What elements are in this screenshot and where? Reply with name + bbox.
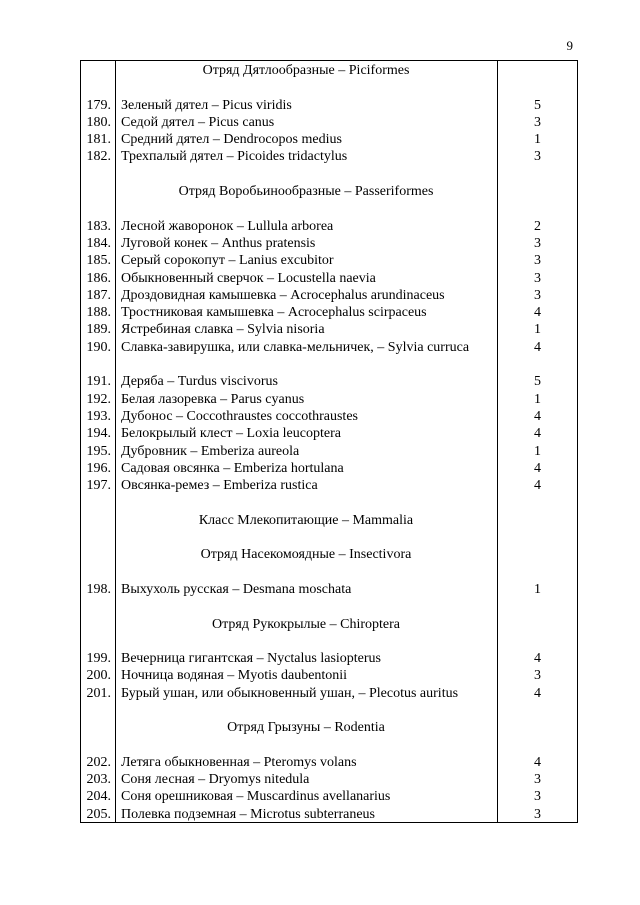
- row-number: 192.: [86, 391, 111, 407]
- species-name: Трехпалый дятел – Picoides tridactylus: [121, 149, 348, 165]
- status-category: 4: [534, 305, 541, 321]
- row-number: 200.: [86, 668, 111, 684]
- table-row: [80, 788, 578, 805]
- species-name: Тростниковая камышевка – Acrocephalus scirpaceus: [121, 305, 427, 321]
- row-number: 198.: [86, 581, 111, 597]
- species-name: Садовая овсянка – Emberiza hortulana: [121, 460, 344, 476]
- table-row: [80, 97, 578, 114]
- table-row: [80, 425, 578, 442]
- status-category: 4: [534, 754, 541, 770]
- row-number: 190.: [86, 339, 111, 355]
- species-name: Серый сорокопут – Lanius excubitor: [121, 253, 334, 269]
- status-category: 2: [534, 218, 541, 234]
- species-name: Ястребиная славка – Sylvia nisoria: [121, 322, 325, 338]
- table-row: [80, 270, 578, 287]
- row-number: 199.: [86, 651, 111, 667]
- status-category: 1: [534, 322, 541, 338]
- row-number: 194.: [86, 426, 111, 442]
- species-name: Дроздовидная камышевка – Acrocephalus arundinaceus: [121, 287, 445, 303]
- table-row: [80, 114, 578, 131]
- species-name: Белая лазоревка – Parus cyanus: [121, 391, 305, 407]
- species-name: Седой дятел – Picus canus: [121, 114, 275, 130]
- species-name: Средний дятел – Dendrocopos medius: [121, 132, 342, 148]
- row-number: 196.: [86, 460, 111, 476]
- species-name: Соня лесная – Dryomys nitedula: [121, 772, 310, 788]
- row-number: 205.: [86, 806, 111, 822]
- status-category: 3: [534, 287, 541, 303]
- species-name: Белокрылый клест – Loxia leucoptera: [121, 426, 341, 442]
- order-heading: Отряд Грызуны – Rodentia: [227, 720, 385, 736]
- order-heading: Отряд Дятлообразные – Piciformes: [202, 63, 410, 78]
- table-row: [80, 477, 578, 494]
- row-number: 193.: [86, 408, 111, 424]
- row-number: 185.: [86, 253, 111, 269]
- table-row: [80, 304, 578, 321]
- status-category: 3: [534, 253, 541, 269]
- table-row: [80, 581, 578, 598]
- row-number: 180.: [86, 114, 111, 130]
- species-name: Выхухоль русская – Desmana moschata: [121, 581, 352, 597]
- row-number: 197.: [86, 478, 111, 494]
- table-row: [80, 460, 578, 477]
- row-number: 183.: [86, 218, 111, 234]
- status-category: 1: [534, 443, 541, 459]
- table-row: [80, 754, 578, 771]
- page-number: 9: [566, 38, 573, 53]
- species-name: Лесной жаворонок – Lullula arborea: [121, 218, 334, 234]
- species-name: Бурый ушан, или обыкновенный ушан, – Plecotus auritus: [121, 685, 459, 701]
- table-row: [80, 287, 578, 304]
- table-row: [80, 391, 578, 408]
- species-name: Летяга обыкновенная – Pteromys volans: [121, 754, 357, 770]
- table-row: [80, 806, 578, 823]
- status-category: 3: [534, 114, 541, 130]
- status-category: 4: [534, 339, 541, 355]
- table-row: [80, 771, 578, 788]
- status-category: 4: [534, 408, 541, 424]
- row-number: 186.: [86, 270, 111, 286]
- status-category: 3: [534, 235, 541, 251]
- species-name: Зеленый дятел – Picus viridis: [121, 97, 292, 113]
- table-row: [80, 218, 578, 235]
- row-number: 181.: [86, 132, 111, 148]
- status-category: 1: [534, 581, 541, 597]
- species-name: Деряба – Turdus viscivorus: [121, 374, 278, 390]
- row-number: 195.: [86, 443, 111, 459]
- status-category: 4: [534, 685, 541, 701]
- row-number: 182.: [86, 149, 111, 165]
- order-heading: Отряд Насекомоядные – Insectivora: [200, 547, 412, 563]
- status-category: 3: [534, 806, 541, 822]
- species-name: Соня орешниковая – Muscardinus avellanarius: [121, 789, 391, 805]
- status-category: 3: [534, 789, 541, 805]
- order-heading: Отряд Воробьинообразные – Passeriformes: [178, 184, 434, 200]
- table-row: [80, 373, 578, 390]
- species-name: Дубровник – Emberiza aureola: [121, 443, 300, 459]
- status-category: 5: [534, 97, 541, 113]
- row-number: 191.: [86, 374, 111, 390]
- table-row: [80, 443, 578, 460]
- table-row: [80, 252, 578, 269]
- table-row: [80, 148, 578, 165]
- row-number: 202.: [86, 754, 111, 770]
- species-name: Славка-завирушка, или славка-мельничек, – Sylvia curruca: [121, 339, 470, 355]
- status-category: 3: [534, 668, 541, 684]
- species-name: Овсянка-ремез – Emberiza rustica: [121, 478, 318, 494]
- table-row: [80, 131, 578, 148]
- species-name: Полевка подземная – Microtus subterraneus: [121, 806, 375, 822]
- row-number: 189.: [86, 322, 111, 338]
- row-number: 203.: [86, 772, 111, 788]
- status-category: 1: [534, 391, 541, 407]
- status-category: 1: [534, 132, 541, 148]
- species-name: Обыкновенный сверчок – Locustella naevia: [121, 270, 376, 286]
- table-row: [80, 235, 578, 252]
- table-row: [80, 339, 578, 374]
- table-row: [80, 667, 578, 684]
- species-table: [80, 62, 578, 823]
- row-number: 188.: [86, 305, 111, 321]
- status-category: 4: [534, 426, 541, 442]
- row-number: 187.: [86, 287, 111, 303]
- species-name: Ночница водяная – Myotis daubentonii: [121, 668, 348, 684]
- species-name: Луговой конек – Anthus pratensis: [121, 235, 316, 251]
- row-number: 179.: [86, 97, 111, 113]
- class-heading: Класс Млекопитающие – Mammalia: [198, 512, 414, 528]
- status-category: 4: [534, 478, 541, 494]
- species-name: Дубонос – Coccothraustes coccothraustes: [121, 408, 358, 424]
- table-row: [80, 685, 578, 702]
- table-row: [80, 321, 578, 338]
- status-category: 3: [534, 149, 541, 165]
- status-category: 3: [534, 772, 541, 788]
- table-row: [80, 408, 578, 425]
- status-category: 4: [534, 460, 541, 476]
- row-number: 204.: [86, 789, 111, 805]
- order-heading: Отряд Рукокрылые – Chiroptera: [211, 616, 401, 632]
- table-row: [80, 650, 578, 667]
- species-name: Вечерница гигантская – Nyctalus lasiopterus: [121, 651, 381, 667]
- status-category: 5: [534, 374, 541, 390]
- row-number: 184.: [86, 235, 111, 251]
- status-category: 3: [534, 270, 541, 286]
- status-category: 4: [534, 651, 541, 667]
- row-number: 201.: [86, 685, 111, 701]
